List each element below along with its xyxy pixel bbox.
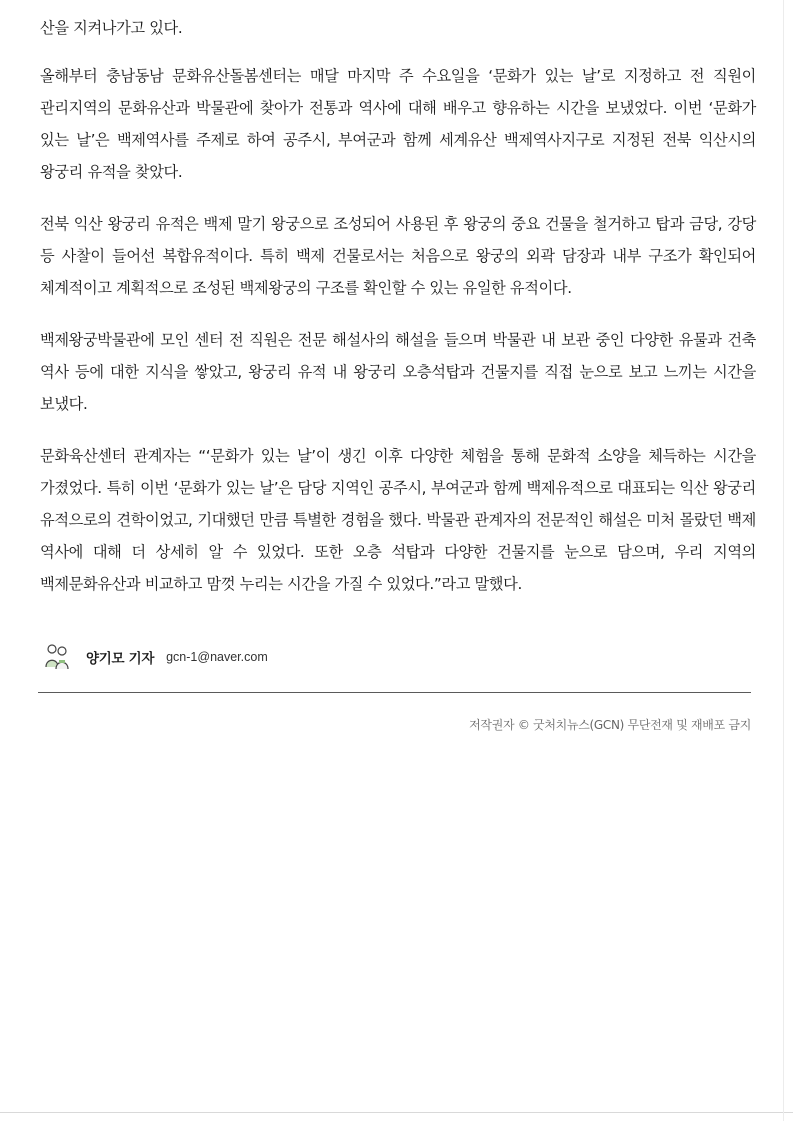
copyright-notice: 저작권자 © 굿처치뉴스(GCN) 무단전재 및 재배포 금지 — [469, 718, 751, 732]
reporter-icon — [44, 643, 70, 671]
reporter-email-link[interactable]: gcn-1@naver.com — [166, 650, 268, 664]
article-paragraph-4: 백제왕궁박물관에 모인 센터 전 직원은 전문 해설사의 해설을 들으며 박물관 내 보관 중인 다양한 유물과 건축 역사 등에 대한 지식을 쌓았고, 왕궁리 유적 내 왕궁리 오층석탑과 건물지를 직접 눈으로 보고 느끼는 시간을 보냈다. — [40, 331, 756, 413]
footer-divider — [38, 692, 751, 693]
article-paragraph-1: 산을 지켜나가고 있다. — [40, 19, 183, 37]
scan-edge-right — [783, 0, 784, 1121]
article-body — [40, 12, 756, 620]
reporter-name: 양기모 기자 — [86, 651, 155, 667]
reporter-byline — [44, 642, 268, 672]
article-paragraph-5: 문화육산센터 관계자는 “‘문화가 있는 날’이 생긴 이후 다양한 체험을 통해 문화적 소양을 체득하는 시간을 가졌었다. 특히 이번 ‘문화가 있는 날’은 담당 지역인 공주시, 부여군과 함께 백제유적으로 대표되는 익산 왕궁리 유적으로의 견학이었고, 기대했던 만큼 특별한 경험을 했다. 박물관 관계자의 전문적인 해설은 미처 몰랐던 백제 역사에 대해 더 상세히 알 수 있었다. 또한 오층 석탑과 다양한 건물지를 눈으로 담으며, 우리 지역의 백제문화유산과 비교하고 맘껏 누리는 시간을 가질 수 있었다.”라고 말했다. — [40, 447, 756, 593]
article-paragraph-2: 올해부터 충남동남 문화유산돌봄센터는 매달 마지막 주 수요일을 ‘문화가 있는 날’로 지정하고 전 직원이 관리지역의 문화유산과 박물관에 찾아가 전통과 역사에 대해 배우고 향유하는 시간을 보냈었다. 이번 ‘문화가 있는 날’은 백제역사를 주제로 하여 공주시, 부여군과 함께 세계유산 백제역사지구로 지정된 전북 익산시의 왕궁리 유적을 찾았다. — [40, 67, 756, 181]
article-paragraph-3: 전북 익산 왕궁리 유적은 백제 말기 왕궁으로 조성되어 사용된 후 왕궁의 중요 건물을 철거하고 탑과 금당, 강당 등 사찰이 들어선 복합유적이다. 특히 백제 건물로서는 처음으로 왕궁의 외곽 담장과 내부 구조가 확인되어 체계적이고 계획적으로 조성된 백제왕궁의 구조를 확인할 수 있는 유일한 유적이다. — [40, 215, 756, 297]
scan-edge-bottom — [0, 1112, 793, 1113]
